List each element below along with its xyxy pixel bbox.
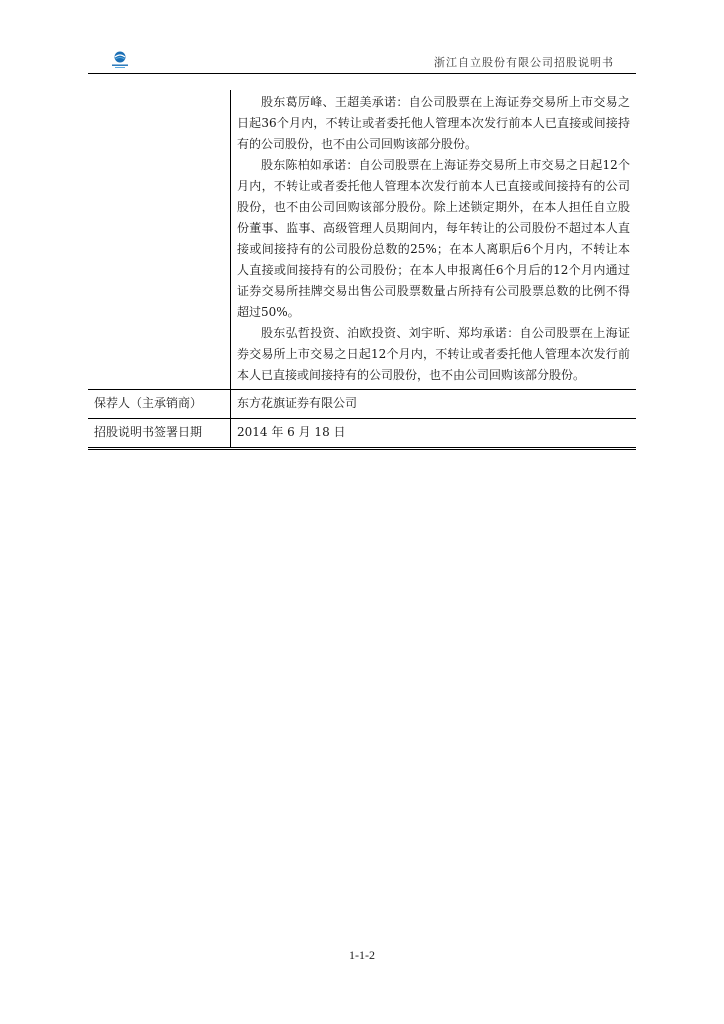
table-row [88,419,636,449]
commitment-paragraph: 股东陈柏如承诺：自公司股票在上海证券交易所上市交易之日起12个月内，不转让或者委托他人管理本次发行前本人已直接或间接持有的公司股份，也不由公司回购该部分股份。除上述锁定期外，在本人担任自立股份董事、监事、高级管理人员期间内，每年转让的公司股份不超过本人直接或间接持有的公司股份总数的25%；在本人离职后6个月内，不转让本人直接或间接持有的公司股份；在本人申报离任6个月后的12个月内通过证券交易所挂牌交易出售公司股票数量占所持有公司股票总数的比例不得超过50%。 [237,158,630,319]
page-number: 1-1-2 [349,948,375,962]
date-label: 招股说明书签署日期 [88,419,231,449]
table-row [88,90,636,390]
header-divider [88,73,636,74]
commitments-cell [231,90,637,390]
table-row [88,390,636,419]
document-title: 浙江自立股份有限公司招股说明书 [434,56,614,69]
commitment-paragraph: 股东葛厉峰、王超美承诺：自公司股票在上海证券交易所上市交易之日起36个月内，不转让或者委托他人管理本次发行前本人已直接或间接持有的公司股份，也不由公司回购该部分股份。 [237,95,630,151]
commitment-paragraph: 股东弘哲投资、泊欧投资、刘宇昕、郑均承诺：自公司股票在上海证券交易所上市交易之日起12个月内，不转让或者委托他人管理本次发行前本人已直接或间接持有的公司股份，也不由公司回购该部分股份。 [237,326,630,382]
date-value: 2014 年 6 月 18 日 [231,419,637,449]
sponsor-value: 东方花旗证券有限公司 [231,390,637,419]
page-header [88,46,636,72]
sponsor-label: 保荐人（主承销商） [88,390,231,419]
company-logo-icon [110,50,130,70]
table-cell-empty [88,90,231,390]
info-table [88,90,636,450]
